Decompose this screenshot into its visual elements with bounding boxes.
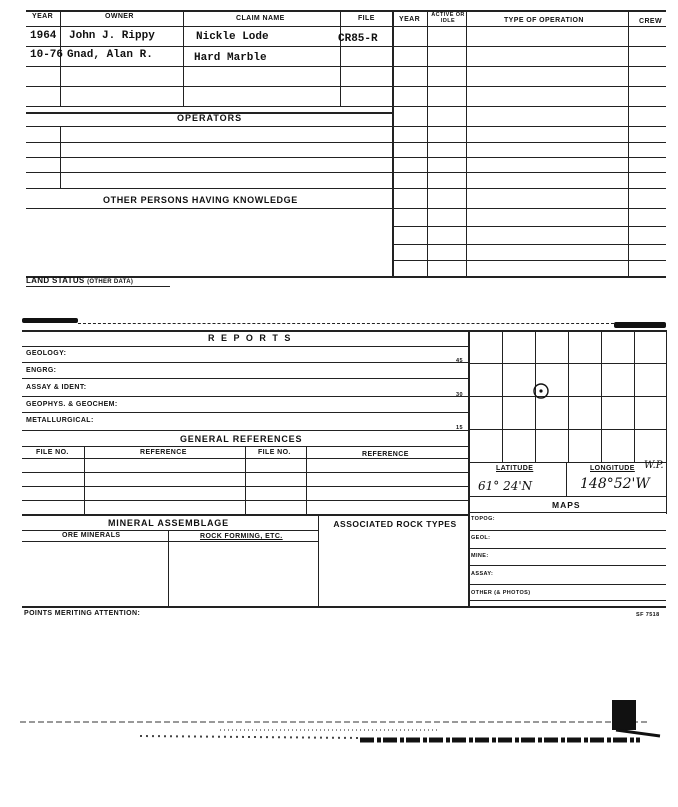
claim-file: CR85-R bbox=[338, 33, 378, 45]
maps-line bbox=[468, 530, 666, 531]
op-row-line bbox=[392, 244, 666, 245]
map-other: OTHER (& PHOTOS) bbox=[471, 590, 531, 596]
form-code: SF 7518 bbox=[636, 612, 660, 618]
operators-heading: OPERATORS bbox=[177, 113, 243, 123]
op-row-line bbox=[392, 126, 666, 127]
header-type-of-operation: TYPE OF OPERATION bbox=[504, 17, 584, 24]
op-row-line bbox=[392, 142, 666, 143]
claim-owner: Gnad, Alan R. bbox=[67, 49, 153, 61]
op-row-line bbox=[392, 172, 666, 173]
maps-line bbox=[468, 600, 666, 601]
claim-name: Nickle Lode bbox=[196, 31, 269, 43]
table-top-border bbox=[26, 10, 666, 12]
references-divider bbox=[306, 446, 307, 514]
grid-line bbox=[468, 462, 666, 463]
header-bottom-line bbox=[26, 26, 666, 27]
maps-line bbox=[468, 512, 666, 513]
header-year-2: YEAR bbox=[399, 16, 421, 23]
claim-name: Hard Marble bbox=[194, 52, 267, 64]
other-persons-heading: OTHER PERSONS HAVING KNOWLEDGE bbox=[103, 195, 298, 205]
grid-line bbox=[468, 429, 666, 430]
lower-table-bottom-border bbox=[22, 606, 666, 608]
header-year: YEAR bbox=[32, 13, 54, 20]
grid-tick-15: 15 bbox=[456, 425, 463, 431]
longitude-note: W.P. bbox=[644, 460, 664, 471]
active-col-divider bbox=[466, 12, 467, 276]
references-row-line bbox=[22, 486, 468, 487]
operators-line bbox=[26, 126, 392, 127]
maps-line bbox=[468, 548, 666, 549]
coords-divider bbox=[566, 462, 567, 496]
latitude-label: LATITUDE bbox=[496, 465, 534, 472]
references-divider bbox=[84, 446, 85, 514]
map-geol: GEOL: bbox=[471, 535, 491, 541]
ore-minerals-label: ORE MINERALS bbox=[62, 532, 121, 539]
mineral-col-divider bbox=[168, 530, 169, 606]
ref-file-no: FILE NO. bbox=[36, 449, 69, 456]
report-geology: GEOLOGY: bbox=[26, 350, 67, 357]
mineral-line bbox=[22, 530, 318, 531]
op-row-line bbox=[392, 188, 666, 189]
other-persons-line bbox=[26, 208, 392, 209]
grid-line bbox=[468, 396, 666, 397]
claim-year: 10-76 bbox=[30, 49, 64, 61]
report-metallurgical: METALLURGICAL: bbox=[26, 417, 94, 424]
mineral-assemblage-heading: MINERAL ASSEMBLAGE bbox=[108, 518, 229, 528]
op-row-line bbox=[392, 46, 666, 47]
report-geophys: GEOPHYS. & GEOCHEM: bbox=[26, 401, 118, 408]
references-bottom-line bbox=[22, 514, 468, 516]
grid-tick-30: 30 bbox=[456, 392, 463, 398]
op-row-line bbox=[392, 208, 666, 209]
grid-tick-45: 45 bbox=[456, 358, 463, 364]
op-row-line bbox=[392, 157, 666, 158]
header-file: FILE bbox=[358, 15, 375, 22]
references-row-line bbox=[22, 458, 468, 459]
references-divider bbox=[245, 446, 246, 514]
maps-line bbox=[468, 565, 666, 566]
claim-owner: John J. Rippy bbox=[69, 30, 155, 42]
operators-row-line bbox=[26, 172, 392, 173]
reports-line bbox=[22, 412, 468, 413]
op-row-line bbox=[392, 66, 666, 67]
grid-right-border bbox=[666, 330, 667, 514]
reports-line bbox=[22, 396, 468, 397]
references-row-line bbox=[22, 500, 468, 501]
header-divider bbox=[60, 10, 61, 26]
land-status-heading bbox=[26, 276, 133, 285]
report-assay: ASSAY & IDENT: bbox=[26, 384, 87, 391]
separator-line bbox=[78, 323, 614, 324]
map-assay: ASSAY: bbox=[471, 571, 494, 577]
location-marker-icon bbox=[532, 382, 550, 400]
references-row-line bbox=[22, 472, 468, 473]
general-references-heading: GENERAL REFERENCES bbox=[180, 434, 303, 444]
mineral-line bbox=[22, 541, 318, 542]
op-row-line bbox=[392, 260, 666, 261]
maps-heading: MAPS bbox=[552, 500, 581, 510]
claim-year: 1964 bbox=[30, 30, 57, 42]
header-crew: CREW bbox=[639, 18, 662, 25]
header-divider bbox=[340, 12, 341, 26]
grid-line bbox=[468, 363, 666, 364]
reports-heading: R E P O R T S bbox=[208, 333, 293, 343]
crew-col-divider bbox=[628, 12, 629, 276]
ref-file-no-2: FILE NO. bbox=[258, 449, 291, 456]
associated-rock-types: ASSOCIATED ROCK TYPES bbox=[333, 519, 457, 529]
scan-noise-band bbox=[20, 700, 670, 770]
operators-row-line bbox=[26, 142, 392, 143]
center-divider bbox=[392, 10, 394, 276]
latitude-value: 61° 24'N bbox=[478, 479, 533, 493]
map-mine: MINE: bbox=[471, 553, 489, 559]
coords-bottom-line bbox=[468, 496, 666, 497]
land-status-label: LAND STATUS bbox=[26, 276, 85, 285]
rock-forming-label: ROCK FORMING, ETC. bbox=[200, 533, 283, 540]
year-col-divider bbox=[427, 12, 428, 276]
header-active-idle: ACTIVE OR IDLE bbox=[431, 12, 465, 24]
land-status-underline bbox=[26, 286, 170, 287]
maps-line bbox=[468, 584, 666, 585]
longitude-value: 148°52'W bbox=[580, 476, 650, 492]
report-engrg: ENGRG: bbox=[26, 367, 57, 374]
map-topog: TOPOG: bbox=[471, 516, 495, 522]
longitude-label: LONGITUDE bbox=[590, 465, 635, 472]
reports-line bbox=[22, 362, 468, 363]
ref-reference: REFERENCE bbox=[140, 449, 187, 456]
mineral-divider bbox=[318, 514, 319, 606]
header-divider bbox=[183, 12, 184, 26]
header-owner: OWNER bbox=[105, 13, 134, 20]
claim-row-line bbox=[26, 46, 392, 47]
op-row-line bbox=[392, 86, 666, 87]
lower-table-top-border bbox=[22, 330, 666, 332]
op-row-line bbox=[392, 106, 666, 107]
operators-row-line bbox=[26, 188, 392, 189]
claim-row-line bbox=[26, 66, 392, 67]
reports-line bbox=[22, 346, 468, 347]
op-row-line bbox=[392, 226, 666, 227]
scan-smudge bbox=[614, 322, 666, 328]
claim-row-line bbox=[26, 106, 392, 107]
claim-row-line bbox=[26, 86, 392, 87]
reports-line bbox=[22, 430, 468, 431]
header-claim-name: CLAIM NAME bbox=[236, 15, 285, 22]
ref-reference-2: REFERENCE bbox=[362, 451, 409, 458]
land-status-sub: (OTHER DATA) bbox=[87, 279, 134, 285]
reports-line bbox=[22, 378, 468, 379]
points-meriting-attention: POINTS MERITING ATTENTION: bbox=[24, 610, 141, 617]
scan-smudge bbox=[22, 318, 78, 323]
operators-row-line bbox=[26, 157, 392, 158]
